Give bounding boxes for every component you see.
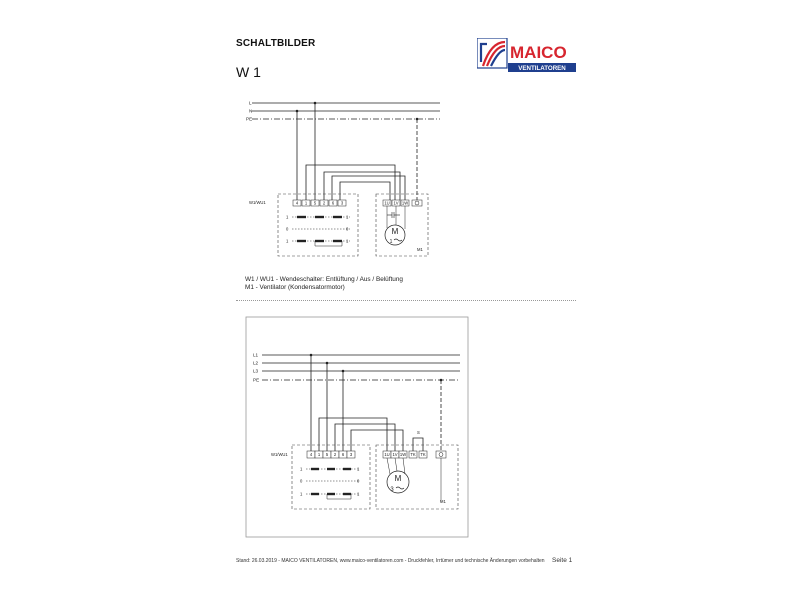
logo-sub: VENTILATOREN [518, 65, 566, 72]
switch-label: W1/WU1 [271, 452, 288, 457]
page-number: Seite 1 [552, 557, 573, 564]
position-label: 0 [300, 478, 303, 484]
motor-terminal-label: 1W [399, 452, 407, 457]
terminal-label: 2 [333, 452, 337, 457]
bus-label: PE [253, 377, 260, 383]
logo-brand: MAICO [510, 43, 567, 62]
bus-label: N [249, 108, 253, 114]
bus-label: L2 [253, 360, 259, 366]
motor-phase: 1 [389, 239, 393, 245]
position-label: 1 [346, 214, 349, 220]
motor-symbol: M [391, 227, 399, 236]
terminal-label: 2 [322, 200, 326, 206]
bus-label: L1 [253, 352, 259, 358]
motor-label: M1 [440, 499, 446, 504]
motor-label: M1 [417, 247, 423, 252]
motor-terminal-label: TK [410, 452, 416, 457]
switch-label: W1/WU1 [249, 200, 266, 205]
motor-terminal-label: 1W [401, 200, 409, 206]
motor-terminal-label: 1U [384, 200, 390, 206]
position-label: 1 [286, 238, 289, 244]
footer-text: Stand: 26.03.2019 - MAICO VENTILATOREN, www.maico-ventilatoren.com - Druckfehler, Irrtümer und technische Änderungen vorbehalten [236, 558, 545, 564]
terminal-label: 5 [325, 452, 329, 457]
s-label: S [417, 430, 420, 435]
terminal-label: 3 [349, 452, 353, 457]
terminal-label: 4 [309, 452, 313, 457]
position-label: 1 [346, 238, 349, 244]
terminal-label: 5 [313, 200, 317, 206]
motor-terminal-label: 1U [384, 452, 390, 457]
motor-symbol: M [394, 474, 402, 483]
position-label: 1 [357, 466, 360, 472]
section-heading: SCHALTBILDER [236, 38, 316, 49]
terminal-label: 6 [341, 452, 345, 457]
position-label: 1 [300, 491, 303, 497]
terminal-label: 6 [331, 200, 335, 206]
terminal-label: 3 [340, 200, 344, 206]
position-label: 0 [357, 478, 360, 484]
legend-line-2: M1 - Ventilator (Kondensatormotor) [245, 284, 345, 291]
position-label: 1 [286, 214, 289, 220]
position-label: 0 [346, 226, 349, 232]
motor-terminal-label: 1V [392, 452, 398, 457]
motor-terminal-label: 1V [393, 200, 399, 206]
motor-phase: 3 [390, 487, 394, 493]
bus-label: L [249, 100, 252, 106]
terminal-label: 1 [304, 200, 308, 206]
terminal-label: 4 [295, 200, 299, 206]
legend-line-1: W1 / WU1 - Wendeschalter: Entlüftung / Aus / Belüftung [245, 276, 403, 283]
bus-label: L3 [253, 368, 259, 374]
diagram-frame [246, 317, 468, 537]
document-title: W 1 [236, 64, 261, 80]
terminal-label: 1 [317, 452, 321, 457]
position-label: 1 [300, 466, 303, 472]
position-label: 1 [357, 491, 360, 497]
position-label: 0 [286, 226, 289, 232]
motor-terminal-label: TK [420, 452, 426, 457]
bus-label: PE [246, 116, 253, 122]
